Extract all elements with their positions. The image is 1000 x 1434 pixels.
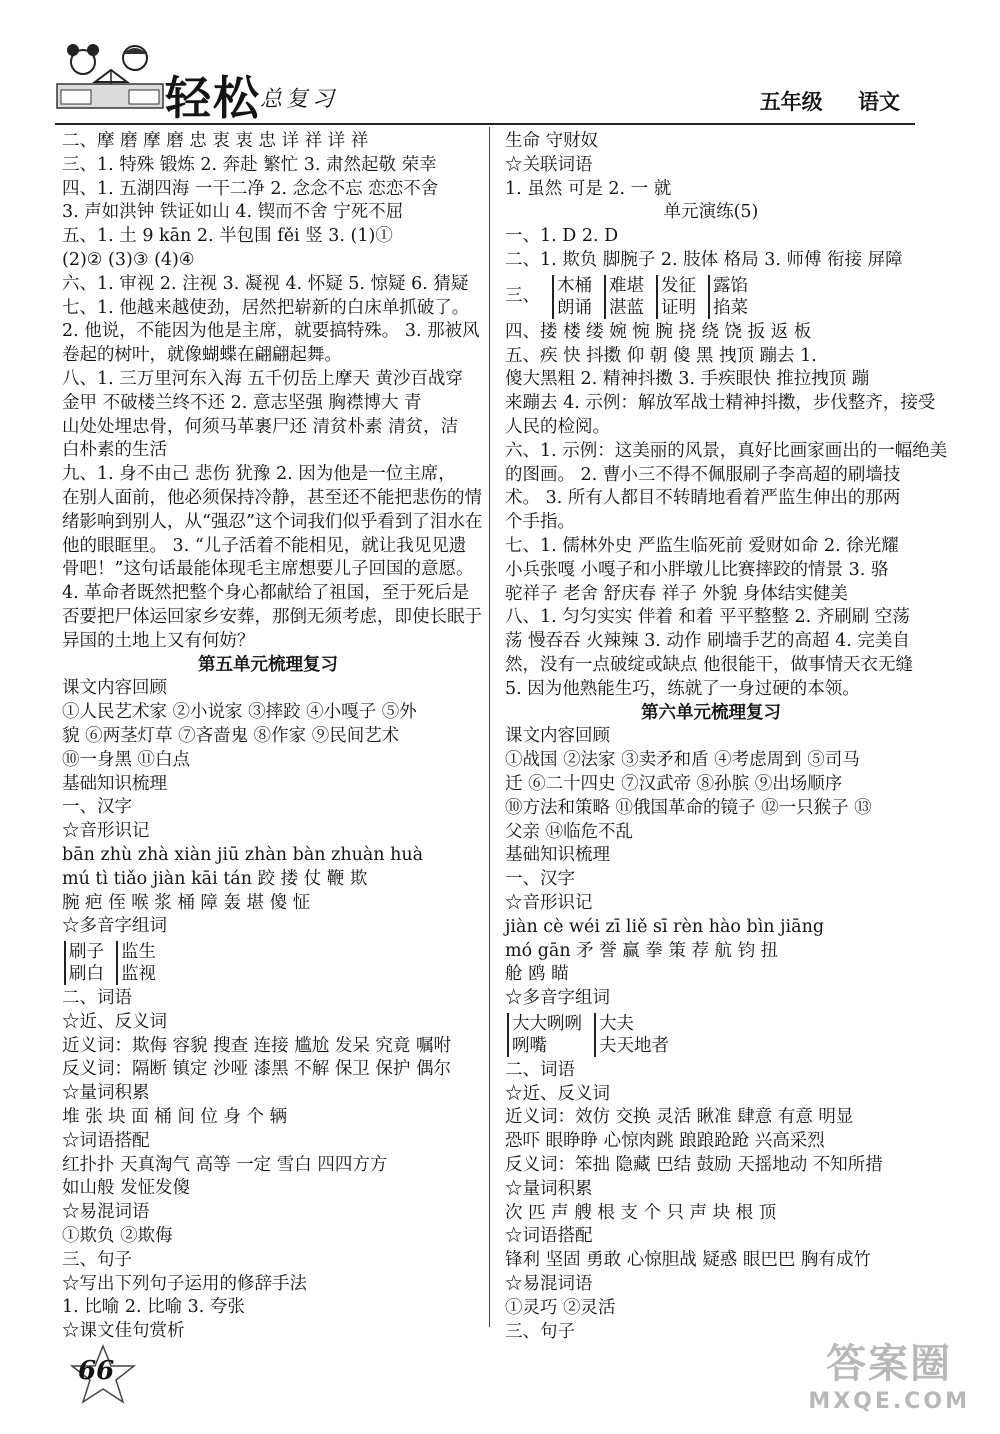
brace-group-label: 三、	[505, 285, 540, 306]
brace-word: 监生	[121, 942, 156, 963]
answer-line: 异国的土地上又有何妨？	[62, 630, 255, 651]
answer-line: ☆写出下列句子运用的修辞手法	[62, 1273, 307, 1294]
brace-word: 木桶	[557, 275, 592, 296]
answer-line: ☆量词积累	[505, 1178, 593, 1199]
answer-line: bān zhù zhà xiàn jiū zhàn bàn zhuàn huà	[62, 844, 424, 865]
page-number-text: 66	[78, 1356, 115, 1386]
watermark-main: 答案圈	[826, 1341, 953, 1387]
brace-word: 夫天地者	[599, 1035, 669, 1056]
grade-subject	[760, 86, 900, 116]
answer-line: 一、汉字	[505, 869, 575, 890]
answer-line: 反义词：笨拙 隐藏 巴结 鼓励 天摇地动 不知所措	[505, 1155, 883, 1176]
answer-line: 卷起的树叶，就像蝴蝶在翩翩起舞。	[62, 345, 342, 366]
answer-line: 六、1. 示例：这美丽的风景，真好比画家画出的一幅绝美	[505, 440, 948, 461]
section-heading: 第六单元梳理复习	[641, 702, 781, 723]
brace-word: 监视	[121, 964, 156, 985]
answer-line: 来蹦去 4. 示例：解放军战士精神抖擞，步伐整齐，接受	[505, 393, 936, 414]
watermark-url: MXQE.COM	[808, 1389, 970, 1414]
page-header	[0, 0, 1000, 130]
answer-line: 三、句子	[505, 1321, 575, 1342]
answer-line: 术。 3. 所有人都目不转睛地看着严监生伸出的那两	[505, 488, 901, 509]
left-column	[62, 130, 483, 1344]
answer-line: 五、1. 土 9 kān 2. 半包围 fěi 竖 3. (1)①	[62, 226, 393, 247]
answer-line: 二、1. 欺负 脚腕子 2. 肢体 格局 3. 师傅 衔接 屏障	[505, 249, 903, 270]
answer-line: 红扑扑 天真淘气 高等 一定 雪白 四四方方	[62, 1154, 388, 1175]
answer-line: ☆课文佳句赏析	[62, 1321, 185, 1342]
answer-line: ☆音形识记	[505, 892, 593, 913]
answer-line: 的图画。 2. 曹小三不得不佩服刷子李高超的刷墙技	[505, 464, 901, 485]
answer-line: 基础知识梳理	[62, 773, 167, 794]
answer-line: ☆近、反义词	[505, 1083, 610, 1104]
answer-line: 腕 疤 侄 喉 浆 桶 障 轰 堪 傻 怔	[62, 892, 311, 913]
brace-pair	[552, 275, 592, 319]
answer-line: 堆 张 块 面 桶 间 位 身 个 辆	[62, 1107, 288, 1128]
brace-word: 掐菜	[713, 297, 748, 318]
answer-line: 一、汉字	[62, 797, 132, 818]
answer-line: jiàn cè wéi zī liě sī rèn hào bìn jiāng	[505, 916, 825, 937]
answer-line: ①人民艺术家 ②小说家 ③摔跤 ④小嘎子 ⑤外	[62, 702, 417, 723]
watermark	[808, 1332, 970, 1414]
answer-line: 近义词：效仿 交换 灵活 瞅准 肆意 有意 明显	[505, 1107, 854, 1128]
answer-line: 次 匹 声 艘 根 支 个 只 声 块 根 顶	[505, 1202, 777, 1223]
answer-line: ①灵巧 ②灵活	[505, 1297, 616, 1318]
answer-line: 貌 ⑥两茎灯草 ⑦吝啬鬼 ⑧作家 ⑨民间艺术	[62, 725, 400, 746]
answer-line: 3. 声如洪钟 铁证如山 4. 锲而不舍 宁死不屈	[62, 202, 404, 223]
answer-line: ⑩一身黑 ⑪白点	[62, 749, 191, 770]
answer-line: 二、摩 磨 摩 磨 忠 衷 衷 忠 详 祥 详 祥	[62, 131, 369, 151]
right-column	[505, 130, 948, 1344]
children-reading-logo-icon	[55, 40, 165, 110]
answer-line: 八、1. 三万里河东入海 五千仞岳上摩天 黄沙百战穿	[62, 368, 463, 389]
brace-pair	[116, 941, 156, 985]
answer-line: 九、1. 身不由己 悲伤 犹豫 2. 因为他是一位主席，	[62, 464, 456, 485]
answer-line: 七、1. 他越来越使劲，居然把崭新的白床单抓破了。	[62, 297, 470, 318]
brace-word: 大大咧咧	[512, 1013, 582, 1034]
answer-line: mó gān 矛 誉 赢 拳 策 荐 航 钧 扭	[505, 940, 779, 961]
brace-word: 刷子	[69, 942, 104, 963]
answer-line: (2)② (3)③ (4)④	[62, 249, 195, 270]
answer-line: ☆易混词语	[505, 1274, 593, 1295]
brace-pair	[604, 275, 644, 319]
word-brace-group	[505, 273, 917, 321]
answer-line: 近义词：欺侮 容貌 搜查 连接 尴尬 发呆 究竟 嘱咐	[62, 1035, 451, 1056]
brace-pair	[507, 1013, 582, 1057]
brace-word: 刷白	[69, 964, 104, 985]
answer-line: 父亲 ⑭临危不乱	[505, 821, 634, 842]
brace-pair	[656, 275, 696, 319]
answer-line: 二、词语	[505, 1059, 575, 1080]
section-heading: 第五单元梳理复习	[198, 654, 338, 675]
answer-line: ⑩方法和策略 ⑪俄国革命的镜子 ⑫一只猴子 ⑬	[505, 797, 872, 818]
answer-line: 恐吓 眼睁睁 心惊肉跳 踉踉跄跄 兴高采烈	[505, 1131, 825, 1152]
answer-line: 山处处埋忠骨，何须马革裹尸还 清贫朴素 清贫，洁	[62, 416, 459, 437]
answer-line: 驼祥子 老舍 舒庆春 祥子 外貌 身体结实健美	[505, 583, 848, 604]
answer-line: 七、1. 儒林外史 严监生临死前 爱财如命 2. 徐光耀	[505, 535, 899, 556]
answer-line: 舱 鸥 瞄	[505, 964, 569, 985]
answer-line: ☆多音字组词	[62, 916, 167, 937]
answer-line: 八、1. 匀匀实实 伴着 和着 平平整整 2. 齐刷刷 空荡	[505, 607, 910, 628]
answer-line: 5. 因为他熟能生巧，练就了一身过硬的本领。	[505, 678, 860, 699]
answer-line: 基础知识梳理	[505, 845, 610, 866]
grade-label: 五年级	[759, 90, 823, 114]
answer-line: ☆关联词语	[505, 154, 593, 175]
answer-line: 一、1. D 2. D	[505, 226, 619, 247]
answer-line: ☆多音字组词	[505, 988, 610, 1009]
brace-word: 咧嘴	[512, 1035, 547, 1056]
brace-pair	[64, 941, 104, 985]
answer-line: 白朴素的生活	[62, 440, 167, 461]
answer-line: 反义词：隔断 镇定 沙哑 漆黑 不解 保卫 保护 偶尔	[62, 1059, 451, 1080]
answer-line: ☆易混词语	[62, 1202, 150, 1223]
brace-word: 朗诵	[557, 297, 592, 318]
answer-line: 四、1. 五湖四海 一干二净 2. 念念不忘 恋恋不舍	[62, 178, 439, 199]
answer-line: ☆音形识记	[62, 821, 150, 842]
brace-pair	[708, 275, 748, 319]
answer-line: ①欺负 ②欺侮	[62, 1226, 173, 1247]
answer-line: mú tì tiǎo jiàn kāi tán 跤 搂 仗 鞭 欺	[62, 868, 368, 889]
answer-line: 个手指。	[505, 512, 575, 533]
answer-line: 生命 守财奴	[505, 131, 599, 151]
answer-line: ☆量词积累	[62, 1083, 150, 1104]
answer-line: 如山般 发怔发傻	[62, 1178, 191, 1199]
answer-line: 五、疾 快 抖擞 仰 朝 傻 黑 拽顶 蹦去 1.	[505, 345, 817, 366]
brand-subtitle: 总复习	[260, 87, 339, 112]
answer-line: 荡 慢吞吞 火辣辣 3. 动作 刷墙手艺的高超 4. 完美自	[505, 631, 910, 652]
brace-word: 难堪	[609, 275, 644, 296]
answer-line: 锋利 坚固 勇敢 心惊胆战 疑惑 眼巴巴 胸有成竹	[505, 1250, 871, 1271]
answer-line: 4. 革命者既然把整个身心都献给了祖国，至于死后是	[62, 583, 470, 604]
answer-line: ☆近、反义词	[62, 1011, 167, 1032]
brace-word: 大夫	[599, 1013, 634, 1034]
answer-line: 1. 比喻 2. 比喻 3. 夸张	[62, 1297, 245, 1318]
section-heading: 单元演练(5)	[663, 202, 759, 223]
answer-line: 三、1. 特殊 锻炼 2. 奔赴 繁忙 3. 肃然起敬 荣幸	[62, 154, 437, 175]
answer-line: 绪影响到别人，从“强忍”这个词我们似乎看到了泪水在	[62, 511, 483, 532]
answer-line: 迁 ⑥二十四史 ⑦汉武帝 ⑧孙膑 ⑨出场顺序	[505, 773, 843, 794]
answer-line: 六、1. 审视 2. 注视 3. 凝视 4. 怀疑 5. 惊疑 6. 猜疑	[62, 273, 469, 294]
answer-line: 三、句子	[62, 1249, 132, 1270]
answer-line: 他的眼眶里。 3. “儿子活着不能相见，就让我见见遗	[62, 535, 467, 556]
answer-line: 课文内容回顾	[505, 726, 610, 747]
answer-line: 人民的检阅。	[505, 416, 610, 437]
brace-word: 发征	[661, 275, 696, 296]
brace-word: 露馅	[713, 275, 748, 296]
brace-word: 证明	[661, 297, 696, 318]
brace-word: 湛蓝	[609, 297, 644, 318]
answer-line: 骨吧！”这句话最能体现毛主席想要儿子回国的意愿。	[62, 559, 474, 580]
answer-line: 2. 他说，不能因为他是主席，就要搞特殊。 3. 那被风	[62, 321, 480, 342]
answer-line: 二、词语	[62, 988, 132, 1009]
answer-line: 然，没有一点破绽或缺点 他很能干，做事情天衣无缝	[505, 654, 914, 675]
answer-line: 小兵张嘎 小嘎子和小胖墩儿比赛摔跤的情景 3. 骆	[505, 559, 889, 580]
answer-line: 1. 虽然 可是 2. 一 就	[505, 178, 672, 199]
answer-line: 傻大黑粗 2. 精神抖擞 3. 手疾眼快 推拉拽顶 蹦	[505, 369, 870, 390]
answer-line: 金甲 不破楼兰终不还 2. 意志坚强 胸襟博大 青	[62, 392, 422, 413]
polyphone-brace-group	[62, 939, 474, 987]
answer-line: 课文内容回顾	[62, 678, 167, 699]
answer-line: 四、搂 楼 缕 婉 惋 腕 挠 绕 饶 扳 返 板	[505, 321, 812, 342]
polyphone-brace-group	[505, 1011, 917, 1059]
column-divider	[489, 127, 490, 1327]
answer-line: 在别人面前，他必须保持冷静，甚至还不能把悲伤的情	[62, 487, 482, 508]
subject-label: 语文	[858, 90, 900, 114]
header-rule	[55, 123, 915, 125]
page-number	[68, 1344, 138, 1404]
answer-line: ☆词语搭配	[505, 1226, 593, 1247]
brace-pair	[594, 1013, 669, 1057]
brand-title: 轻松	[165, 71, 261, 125]
answer-line: ☆词语搭配	[62, 1130, 150, 1151]
answer-line: ①战国 ②法家 ③卖矛和盾 ④考虑周到 ⑤司马	[505, 750, 860, 771]
answer-line: 否要把尸体运回家乡安葬，那倒无须考虑，即使长眠于	[62, 606, 482, 627]
